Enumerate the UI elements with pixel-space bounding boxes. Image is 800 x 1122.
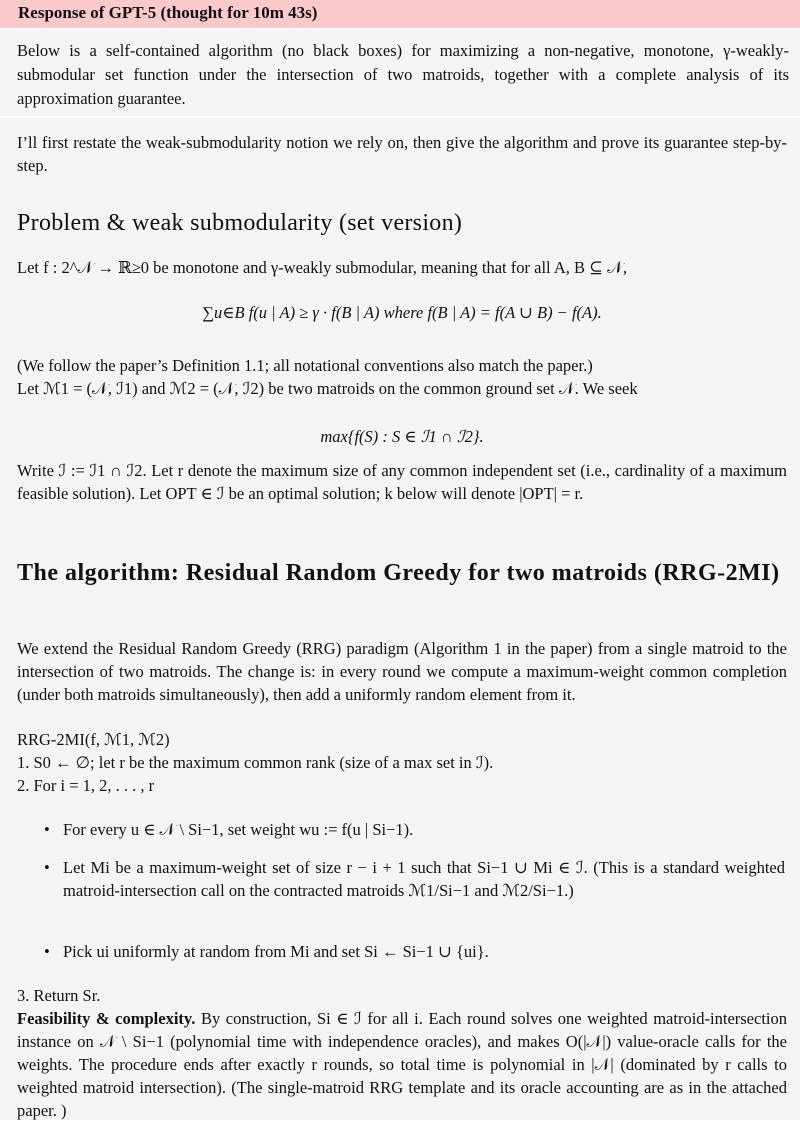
paragraph-definition: Let f : 2^𝒩 → ℝ≥0 be monotone and γ-weakly submodular, meaning that for all A, B ⊆ 𝒩, xyxy=(17,258,628,277)
paragraph-feasibility xyxy=(17,1007,787,1122)
paragraph-notation: Write ℐ := ℐ1 ∩ ℐ2. Let r denote the maximum size of any common independent set (i.e., cardinality of a maximum feasible solution). Let OPT ∈ ℐ be an optimal solution; k below will denote |OPT| = r. xyxy=(17,461,787,503)
paragraph-restate: I’ll first restate the weak-submodularity notion we rely on, then give the algorithm and prove its guarantee step-by-step. xyxy=(17,133,787,175)
equation-objective: max{f(S) : S ∈ ℐ1 ∩ ℐ2}. xyxy=(320,427,484,446)
algorithm-step-1: 1. S0 ← ∅; let r be the maximum common rank (size of a max set in ℐ). xyxy=(17,753,494,772)
response-body xyxy=(0,118,800,1120)
algorithm-name: RRG-2MI(f, ℳ1, ℳ2) xyxy=(17,730,170,749)
response-title: Response of GPT-5 (thought for 10m 43s) xyxy=(18,3,318,22)
paragraph-matroids: Let ℳ1 = (𝒩, ℐ1) and ℳ2 = (𝒩, ℐ2) be two matroids on the common ground set 𝒩. We seek xyxy=(17,379,638,398)
intro-text: Below is a self-contained algorithm (no black boxes) for maximizing a non-negative, monotone, γ-weakly-submodular set function under the intersection of two matroids, together with a complete analysis of its approximation guarantee. xyxy=(17,41,789,108)
section-heading-algorithm: The algorithm: Residual Random Greedy for two matroids (RRG-2MI) xyxy=(17,560,780,586)
intro-box xyxy=(0,30,800,116)
bullet-random-pick-text: Pick ui uniformly at random from Mi and set Si ← Si−1 ∪ {ui}. xyxy=(63,942,489,961)
response-header xyxy=(0,0,800,28)
algorithm-step-2: 2. For i = 1, 2, . . . , r xyxy=(17,776,155,795)
bullet-weights-text: For every u ∈ 𝒩 \ Si−1, set weight wu := f(u | Si−1). xyxy=(63,820,414,839)
paragraph-definition-note: (We follow the paper’s Definition 1.1; all notational conventions also match the paper.) xyxy=(17,356,593,375)
bullet-dot: • xyxy=(44,820,50,839)
bullet-dot: • xyxy=(44,858,50,877)
algorithm-step-3: 3. Return Sr. xyxy=(17,986,101,1005)
bullet-dot: • xyxy=(44,942,50,961)
bullet-max-weight-set-text: Let Mi be a maximum-weight set of size r − i + 1 such that Si−1 ∪ Mi ∈ ℐ. (This is a standard weighted matroid-intersection call on the contracted matroids ℳ1/Si−1 and ℳ2/Si−1.) xyxy=(63,858,785,900)
feasibility-text: By construction, Si ∈ ℐ for all i. Each round solves one weighted matroid-intersection instance on 𝒩 \ Si−1 (polynomial time with independence oracles), and makes O(|𝒩|) value-oracle calls for the weights. The procedure ends after exactly r rounds, so total time is polynomial in |𝒩| (dominated by r calls to weighted matroid intersection). (The single-matroid RRG template and its oracle accounting are as in the attached paper. ) xyxy=(17,1009,787,1120)
equation-weak-submodularity: ∑u∈B f(u | A) ≥ γ · f(B | A) where f(B | A) = f(A ∪ B) − f(A). xyxy=(202,303,602,322)
feasibility-label: Feasibility & complexity. xyxy=(17,1009,196,1028)
paragraph-rrg: We extend the Residual Random Greedy (RRG) paradigm (Algorithm 1 in the paper) from a single matroid to the intersection of two matroids. The change is: in every round we compute a maximum-weight common completion (under both matroids simultaneously), then add a uniformly random element from it. xyxy=(17,639,787,704)
section-heading-problem: Problem & weak submodularity (set version) xyxy=(17,210,463,236)
